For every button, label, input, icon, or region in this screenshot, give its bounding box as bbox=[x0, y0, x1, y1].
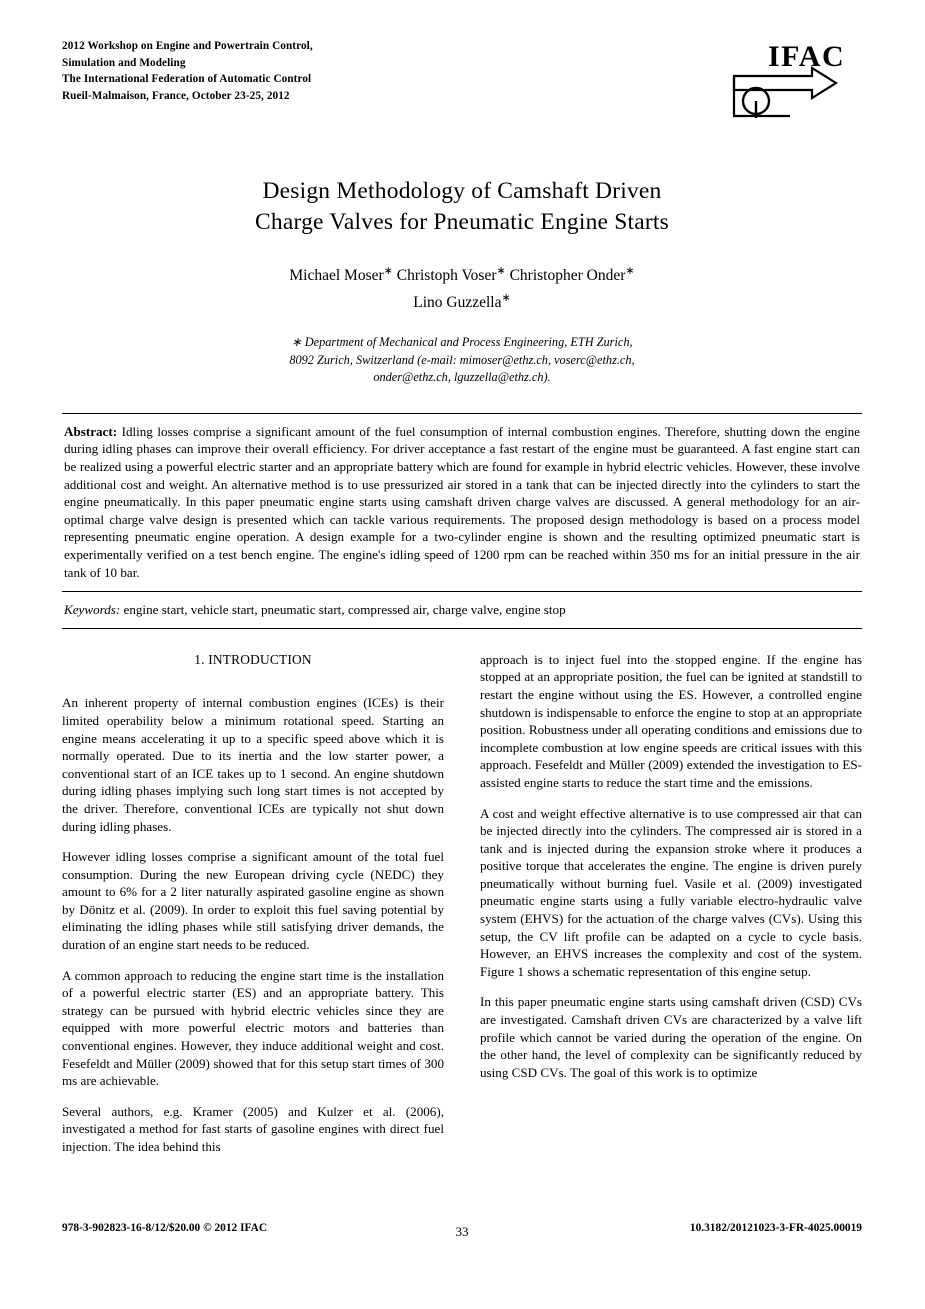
paragraph: approach is to inject fuel into the stopped engine. If the engine has stopped at an appropriate position, the fuel can be ignited at standstill to restart the engine without using the ES. However, a controlled engine shutdown is indispensable to enforce the engine to stop at an appropriate position. Robustness under all operating conditions and emissions due to incomplete combustion at low engine speeds are critical issues with this approach. Fesefeldt and Müller (2009) extended the investigation to ES-assisted engine starts to reduce the start time and the emissions. bbox=[480, 651, 862, 790]
paragraph: Several authors, e.g. Kramer (2005) and Kulzer et al. (2006), investigated a method for fast starts of gasoline engines with direct fuel injection. The idea behind this bbox=[62, 1103, 444, 1154]
affiliation-line-1: ∗ Department of Mechanical and Process Engineering, ETH Zurich, bbox=[291, 335, 633, 350]
footer-doi: 10.3182/20121023-3-FR-4025.00019 bbox=[689, 1222, 862, 1234]
svg-text:IFAC: IFAC bbox=[768, 40, 846, 73]
page-footer bbox=[62, 1222, 862, 1239]
left-column bbox=[62, 651, 444, 1169]
section-heading: 1. INTRODUCTION bbox=[194, 651, 312, 667]
page-number: 33 bbox=[455, 1224, 469, 1239]
paragraph: However idling losses comprise a significant amount of the total fuel consumption. During the new European driving cycle (NEDC) they amount to 6% for a 2 liter naturally aspirated gasoline engine as shown by Dönitz et al. (2009). In order to exploit this fuel saving potential by eliminating the idling phases while still satisfying driver demands, the duration of an engine start needs to be reduced. bbox=[62, 849, 444, 953]
affiliation-line-3: onder@ethz.ch, lguzzella@ethz.ch). bbox=[373, 370, 551, 385]
page-header bbox=[62, 38, 862, 124]
paragraph: An inherent property of internal combustion engines (ICEs) is their limited operability below a minimum rotational speed. Starting an engine means accelerating it up to a specific speed above which it is normally operated. Due to its inertia and the low starter power, a conventional start of an ICE takes up to 1 second. An engine shutdown during idling phases implying such long start times is not accepted by the driver. Therefore, conventional ICEs are typically not shut down during idling phases. bbox=[62, 695, 444, 834]
affiliation-block bbox=[62, 334, 862, 387]
paragraph: In this paper pneumatic engine starts using camshaft driven (CSD) CVs are investigated. Camshaft driven CVs are characterized by a valve lift profile which cannot be varied during the operation of the engine. On the other hand, the level of complexity can be significantly reduced by using CSD CVs. The goal of this work is to optimize bbox=[480, 994, 862, 1080]
author-name: Michael Moser bbox=[289, 267, 384, 285]
page-title bbox=[62, 176, 862, 238]
keywords-label: Keywords: bbox=[64, 602, 121, 618]
keywords-bottom-rule bbox=[62, 628, 862, 629]
author-name: Christopher Onder bbox=[509, 267, 626, 285]
affiliation-line-2: 8092 Zurich, Switzerland (e-mail: mimoser@ethz.ch, voserc@ethz.ch, bbox=[289, 352, 635, 367]
abstract-label: Abstract: bbox=[64, 423, 118, 439]
title-block bbox=[62, 176, 862, 387]
footer-isbn: 978-3-902823-16-8/12/$20.00 © 2012 IFAC bbox=[62, 1222, 268, 1234]
right-column bbox=[480, 651, 862, 1169]
author-name: Christoph Voser bbox=[396, 267, 497, 285]
paragraph: A cost and weight effective alternative is to use compressed air that can be injected directly into the cylinders. The compressed air is stored in a tank and is injected during the expansion stroke where it produces a positive torque that accelerates the engine. The engine is driven purely pneumatically without burning fuel. Vasile et al. (2009) investigated pneumatic engine starts using a fully variable electro-hydraulic valve system (EHVS) for the actuation of the charge valves (CVs). Using this setup, the CV lift profile can be adapted on a cycle to cycle basis. However, an EHVS increases the complexity and cost of the system. Figure 1 shows a schematic representation of this engine setup. bbox=[480, 805, 862, 979]
abstract-body bbox=[62, 414, 862, 591]
author-list bbox=[62, 260, 862, 314]
author-line-2 bbox=[62, 287, 862, 314]
author-line-1 bbox=[62, 260, 862, 287]
conference-line-4: Rueil-Malmaison, France, October 23-25, 2012 bbox=[62, 89, 290, 102]
title-line-2: Charge Valves for Pneumatic Engine Starts bbox=[255, 209, 669, 235]
paragraph: A common approach to reducing the engine start time is the installation of a powerful electric starter (ES) and an appropriate battery. This strategy can be pursued with hybrid electric vehicles since they are equipped with more powerful electric motors and batteries than conventional engines. However, they induce additional weight and cost. Fesefeldt and Müller (2009) showed that for this setup start times of 300 ms are achievable. bbox=[62, 967, 444, 1089]
author-mark: ∗ bbox=[501, 292, 511, 305]
keywords-block bbox=[62, 592, 862, 628]
conference-line-1: 2012 Workshop on Engine and Powertrain Control, bbox=[62, 40, 313, 52]
body-columns bbox=[62, 651, 862, 1169]
author-mark: ∗ bbox=[625, 265, 635, 277]
title-line-1: Design Methodology of Camshaft Driven bbox=[262, 178, 662, 204]
abstract-section bbox=[62, 413, 862, 629]
conference-line-2: Simulation and Modeling bbox=[62, 56, 186, 69]
author-name: Lino Guzzella bbox=[413, 294, 502, 312]
page-content bbox=[62, 38, 862, 1169]
author-mark: ∗ bbox=[496, 265, 506, 277]
keywords-text: engine start, vehicle start, pneumatic start, compressed air, charge valve, engine stop bbox=[123, 602, 566, 618]
conference-line-3: The International Federation of Automatic Control bbox=[62, 73, 312, 85]
abstract-text: Idling losses comprise a significant amount of the fuel consumption of internal combustion engines. Therefore, shutting down the engine during idling phases can improve their overall efficiency. For driver acceptance a fast restart of the engine must be guaranteed. A fast engine start can be realized using a powerful electric starter and an appropriate battery which are found for example in hybrid electric vehicles. However, these involve additional cost and weight. An alternative method is to use pressurized air stored in a tank that can be injected directly into the cylinders to start the engine pneumatically. In this paper pneumatic engine starts using camshaft driven charge valves are discussed. A general methodology for an air-optimal charge valve design is presented which can tackle various requirements. The proposed design methodology is based on a process model representing pneumatic engine operation. A design example for a two-cylinder engine is shown and the resulting optimized pneumatic start is experimentally verified on a test bench engine. The engine's idling speed of 1200 rpm can be reached within 350 ms for an initial pressure in the air tank of 10 bar. bbox=[64, 423, 860, 580]
conference-info bbox=[62, 38, 313, 104]
author-mark: ∗ bbox=[383, 265, 393, 277]
ifac-logo bbox=[716, 38, 856, 124]
